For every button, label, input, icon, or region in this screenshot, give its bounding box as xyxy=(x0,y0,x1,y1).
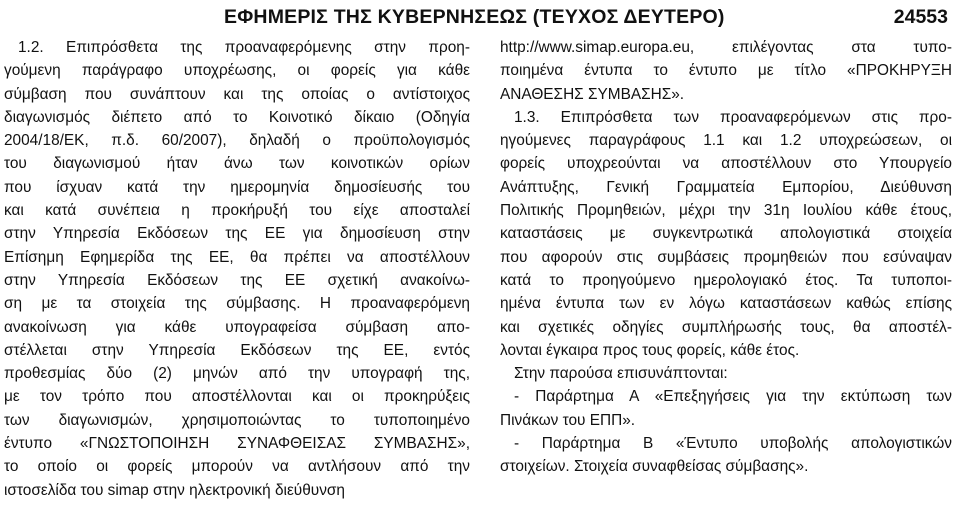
text-line: ση με τα στοιχεία της σύμβασης. Η προαναφερόμενη xyxy=(4,295,470,313)
text-line: στην Υπηρεσία Εκδόσεων της ΕΕ σχετική ανακοίνω- xyxy=(4,271,470,289)
page-header xyxy=(0,2,960,34)
text-line: κατά το προηγούμενο ημερολογιακό έτος. Τα τυποποι- xyxy=(500,271,952,289)
right-column xyxy=(500,36,952,479)
text-line: Πολιτικής Προμηθειών, μέχρι την 31η Ιουλίου κάθε έτους, xyxy=(500,202,952,220)
text-line: προθεσμίας δύο (2) μηνών από την υπογραφή της, xyxy=(4,365,470,383)
text-line: 2004/18/ΕΚ, π.δ. 60/2007), δηλαδή ο προϋπολογισμός xyxy=(4,132,470,150)
page-number: 24553 xyxy=(893,6,948,28)
text-line: ΑΝΑΘΕΣΗΣ ΣΥΜΒΑΣΗΣ». xyxy=(500,85,685,103)
text-line: - Παράρτημα Β «Έντυπο υποβολής απολογιστικών xyxy=(514,435,952,453)
text-line: στέλλεται στην Υπηρεσία Εκδόσεων της ΕΕ, εντός xyxy=(4,341,470,359)
text-line: λονται έγκαιρα προς τους φορείς, κάθε έτος. xyxy=(500,341,800,359)
text-line: http://www.simap.europa.eu, επιλέγοντας στα τυπο- xyxy=(500,39,952,56)
text-line: που αφορούν στις συμβάσεις προμηθειών που εσύναψαν xyxy=(500,248,952,266)
left-column xyxy=(4,36,470,502)
text-line: και κατά συνέπεια η προκήρυξή του είχε αποσταλεί xyxy=(4,202,470,220)
text-line: Επίσημη Εφημερίδα της ΕΕ, θα πρέπει να αποστέλλουν xyxy=(4,248,470,266)
text-line: στοιχείων. Στοιχεία συναφθείσας σύμβασης». xyxy=(500,458,809,476)
text-line: 1.3. Επιπρόσθετα των προαναφερόμενων στις προ- xyxy=(514,108,952,126)
text-line: ανακοίνωση για κάθε υπογραφείσα σύμβαση απο- xyxy=(4,318,470,336)
text-line: του διαγωνισμού ήταν άνω των κοινοτικών ορίων xyxy=(4,155,470,173)
text-line: γούμενη παράγραφο υποχρέωσης, οι φορείς για κάθε xyxy=(4,62,470,80)
text-line: το οποίο οι φορείς μπορούν να αντλήσουν από την xyxy=(4,458,470,476)
text-line: διαγωνισμός διέπετο από το Κοινοτικό δίκαιο (Οδηγία xyxy=(4,108,470,126)
text-line: που ίσχυαν κατά την ημερομηνία δημοσίευσής του xyxy=(4,178,470,196)
text-line: Στην παρούσα επισυνάπτονται: xyxy=(514,365,728,383)
text-line: ιστοσελίδα του simap στην ηλεκτρονική διεύθυνση xyxy=(4,481,345,499)
text-line: - Παράρτημα Α «Επεξηγήσεις για την εκτύπωση των xyxy=(514,388,952,406)
text-line: και σχετικές οδηγίες συμπλήρωσής τους, θα αποστέλ- xyxy=(500,318,952,336)
gazette-title: ΕΦΗΜΕΡΙΣ ΤΗΣ ΚΥΒΕΡΝΗΣΕΩΣ (ΤΕΥΧΟΣ ΔΕΥΤΕΡΟ) xyxy=(224,6,725,28)
text-line: Πινάκων του ΕΠΠ». xyxy=(500,411,636,429)
text-line: σύμβαση που συνάπτουν και της οποίας ο αντίστοιχος xyxy=(4,85,470,103)
text-line: ημένα έντυπα των εν λόγω καταστάσεων καθώς επίσης xyxy=(500,295,952,313)
text-line: 1.2. Επιπρόσθετα της προαναφερόμενης στην προη- xyxy=(18,39,470,56)
text-line: ποιημένα έντυπα το έντυπο με τίτλο «ΠΡΟΚΗΡΥΞΗ xyxy=(500,62,952,80)
text-line: φορείς υποχρεούνται να αποστέλλουν στο Υπουργείο xyxy=(500,155,952,173)
text-line: ηγούμενες παραγράφους 1.1 και 1.2 υποχρεώσεων, οι xyxy=(500,132,952,150)
text-line: Ανάπτυξης, Γενική Γραμματεία Εμπορίου, Διεύθυνση xyxy=(500,178,952,196)
text-line: καταστάσεις με συγκεντρωτικά απολογιστικά στοιχεία xyxy=(500,225,952,243)
text-line: με τον τρόπο που αποστέλλονται και οι προκηρύξεις xyxy=(4,388,470,406)
text-line: των διαγωνισμών, χρησιμοποιώντας το τυποποιημένο xyxy=(4,411,470,429)
text-line: έντυπο «ΓΝΩΣΤΟΠΟΙΗΣΗ ΣΥΝΑΦΘΕΙΣΑΣ ΣΥΜΒΑΣΗΣ», xyxy=(4,435,470,453)
text-line: στην Υπηρεσία Εκδόσεων της ΕΕ για δημοσίευση στην xyxy=(4,225,470,243)
